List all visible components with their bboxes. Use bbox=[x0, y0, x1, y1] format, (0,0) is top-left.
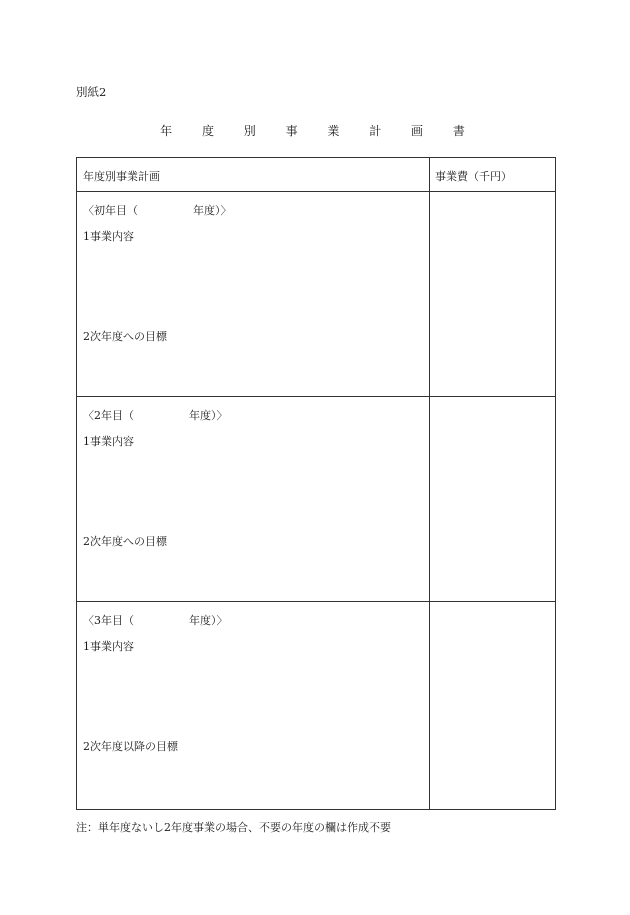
block-heading: 〈2年目（ 年度）〉 bbox=[83, 409, 228, 422]
attachment-label: 別紙2 bbox=[76, 85, 107, 99]
block-heading: 〈初年目（ 年度）〉 bbox=[83, 204, 232, 217]
header-project-cost: 事業費（千円） bbox=[435, 170, 512, 183]
cost-cell-third[interactable] bbox=[430, 602, 555, 809]
content-field[interactable]: 1事業内容 bbox=[83, 640, 134, 653]
target-field[interactable]: 2次年度以降の目標 bbox=[83, 740, 178, 753]
content-field[interactable]: 1事業内容 bbox=[83, 230, 134, 243]
cost-cell-second[interactable] bbox=[430, 397, 555, 602]
table-header-row bbox=[77, 158, 555, 192]
target-field[interactable]: 2次年度への目標 bbox=[83, 535, 167, 548]
cost-cell-first[interactable] bbox=[430, 192, 555, 397]
header-annual-plan: 年度別事業計画 bbox=[83, 170, 160, 183]
target-field[interactable]: 2次年度への目標 bbox=[83, 330, 167, 343]
block-heading: 〈3年目（ 年度）〉 bbox=[83, 614, 228, 627]
document-title: 年 度 別 事 業 計 画 書 bbox=[160, 124, 478, 138]
year-block-third bbox=[77, 602, 429, 809]
year-block-second bbox=[77, 397, 429, 602]
content-field[interactable]: 1事業内容 bbox=[83, 435, 134, 448]
footnote: 注：単年度ないし2年度事業の場合、不要の年度の欄は作成不要 bbox=[76, 821, 391, 834]
year-block-first bbox=[77, 192, 429, 397]
annual-plan-table bbox=[76, 157, 556, 810]
